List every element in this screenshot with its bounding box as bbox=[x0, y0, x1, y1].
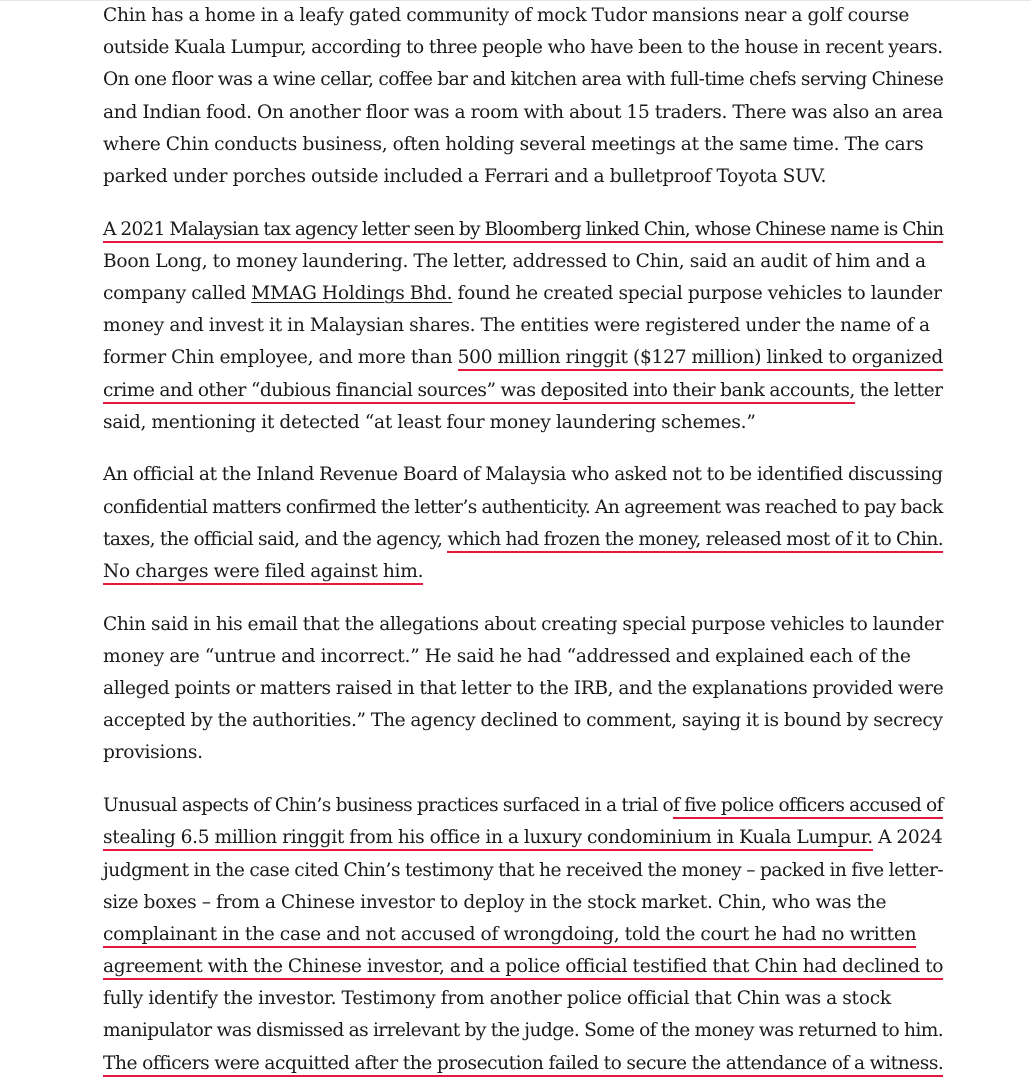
text-line bbox=[103, 822, 943, 854]
text-segment: confidential matters confirmed the letter’s authenticity. An agreement was reached to pay back bbox=[103, 496, 943, 518]
highlighted-text: stealing 6.5 million ringgit from his office in a luxury condominium in Kuala Lumpur. bbox=[103, 827, 873, 851]
highlighted-text: complainant in the case and not accused of wrongdoing, told the court he had no written bbox=[103, 924, 916, 948]
text-segment: found he created special purpose vehicles to launder bbox=[452, 283, 942, 304]
highlighted-text: agreement with the Chinese investor, and a police official testified that Chin had declined to bbox=[103, 956, 943, 980]
highlighted-text: 500 million ringgit ($127 million) linked to organized bbox=[458, 347, 943, 371]
text-segment: where Chin conducts business, often holding several meetings at the same time. The cars bbox=[103, 133, 924, 155]
text-segment: the letter bbox=[854, 379, 943, 401]
text-line bbox=[103, 129, 943, 161]
text-line bbox=[103, 97, 943, 129]
text-segment: and Indian food. On another floor was a room with about 15 traders. There was also an area bbox=[103, 101, 943, 123]
text-line bbox=[103, 673, 943, 705]
text-segment: Chin said in his email that the allegations about creating special purpose vehicles to launder bbox=[103, 613, 944, 635]
text-segment: parked under porches outside included a Ferrari and a bulletproof Toyota SUV. bbox=[103, 165, 827, 187]
text-line bbox=[103, 1048, 943, 1080]
article-paragraph bbox=[103, 0, 943, 193]
text-line bbox=[103, 161, 943, 193]
text-line bbox=[103, 983, 943, 1015]
text-line bbox=[103, 790, 943, 822]
text-segment: A 2024 bbox=[872, 827, 943, 849]
text-segment: said, mentioning it detected “at least four money laundering schemes.” bbox=[103, 411, 756, 433]
text-segment: company called bbox=[103, 283, 252, 304]
text-segment: alleged points or matters raised in that letter to the IRB, and the explanations provided were bbox=[103, 678, 944, 700]
text-segment: provisions. bbox=[103, 742, 203, 764]
text-line bbox=[103, 919, 943, 951]
text-segment: size boxes – from a Chinese investor to deploy in the stock market. Chin, who was the bbox=[103, 891, 887, 913]
text-line bbox=[103, 855, 943, 887]
text-segment: judgment in the case cited Chin’s testimony that he received the money – packed in five letter- bbox=[103, 859, 944, 881]
text-line bbox=[103, 407, 943, 439]
text-line bbox=[103, 246, 943, 278]
highlighted-text: A 2021 Malaysian tax agency letter seen by Bloomberg linked Chin, whose Chinese name is Chin bbox=[103, 219, 943, 243]
text-line bbox=[103, 887, 943, 919]
text-line bbox=[103, 492, 943, 524]
text-line bbox=[103, 459, 943, 491]
text-line bbox=[103, 64, 943, 96]
text-line bbox=[103, 737, 943, 769]
article-paragraph bbox=[103, 609, 943, 770]
highlighted-text: The officers were acquitted after the prosecution failed to secure the attendance of a witness. bbox=[103, 1053, 943, 1077]
text-segment: Chin has a home in a leafy gated community of mock Tudor mansions near a golf course bbox=[103, 5, 910, 26]
highlighted-text: f five police officers accused of bbox=[673, 795, 943, 819]
text-line bbox=[103, 609, 943, 641]
text-line bbox=[103, 641, 943, 673]
text-line bbox=[103, 524, 943, 556]
text-line bbox=[103, 342, 943, 374]
article-paragraph bbox=[103, 459, 943, 588]
text-line bbox=[103, 32, 943, 64]
text-segment: An official at the Inland Revenue Board of Malaysia who asked not to be identified discussing bbox=[103, 464, 943, 486]
article-body bbox=[103, 0, 943, 1080]
text-line bbox=[103, 1015, 943, 1047]
text-line bbox=[103, 278, 943, 310]
text-line bbox=[103, 214, 943, 246]
text-segment: Unusual aspects of Chin’s business practices surfaced in a trial o bbox=[103, 795, 674, 817]
text-line bbox=[103, 0, 943, 32]
text-line bbox=[103, 705, 943, 737]
text-line bbox=[103, 375, 943, 407]
text-segment: Boon Long, to money laundering. The letter, addressed to Chin, said an audit of him and a bbox=[103, 250, 926, 272]
highlighted-text: No charges were filed against him. bbox=[103, 561, 423, 585]
text-segment: manipulator was dismissed as irrelevant by the judge. Some of the money was returned to him. bbox=[103, 1020, 944, 1042]
article-paragraph bbox=[103, 790, 943, 1080]
article-paragraph bbox=[103, 214, 943, 439]
text-segment: On one floor was a wine cellar, coffee bar and kitchen area with full-time chefs serving Chinese bbox=[103, 69, 944, 91]
text-segment: accepted by the authorities.” The agency declined to comment, saying it is bound by secrecy bbox=[103, 710, 943, 732]
text-line bbox=[103, 556, 943, 588]
text-line bbox=[103, 951, 943, 983]
text-line bbox=[103, 310, 943, 342]
text-segment: taxes, the official said, and the agency, bbox=[103, 528, 448, 550]
text-segment: fully identify the investor. Testimony from another police official that Chin was a stock bbox=[103, 988, 891, 1010]
text-segment: former Chin employee, and more than bbox=[103, 347, 458, 369]
text-segment: outside Kuala Lumpur, according to three people who have been to the house in recent years. bbox=[103, 37, 943, 59]
text-segment: money are “untrue and incorrect.” He said he had “addressed and explained each of the bbox=[103, 645, 911, 667]
company-link[interactable]: MMAG Holdings Bhd. bbox=[251, 283, 453, 304]
highlighted-text: which had frozen the money, released most of it to Chin. bbox=[447, 529, 943, 553]
text-segment: money and invest it in Malaysian shares. The entities were registered under the name of a bbox=[103, 315, 930, 337]
highlighted-text: crime and other “dubious financial sources” was deposited into their bank accounts, bbox=[103, 380, 855, 404]
